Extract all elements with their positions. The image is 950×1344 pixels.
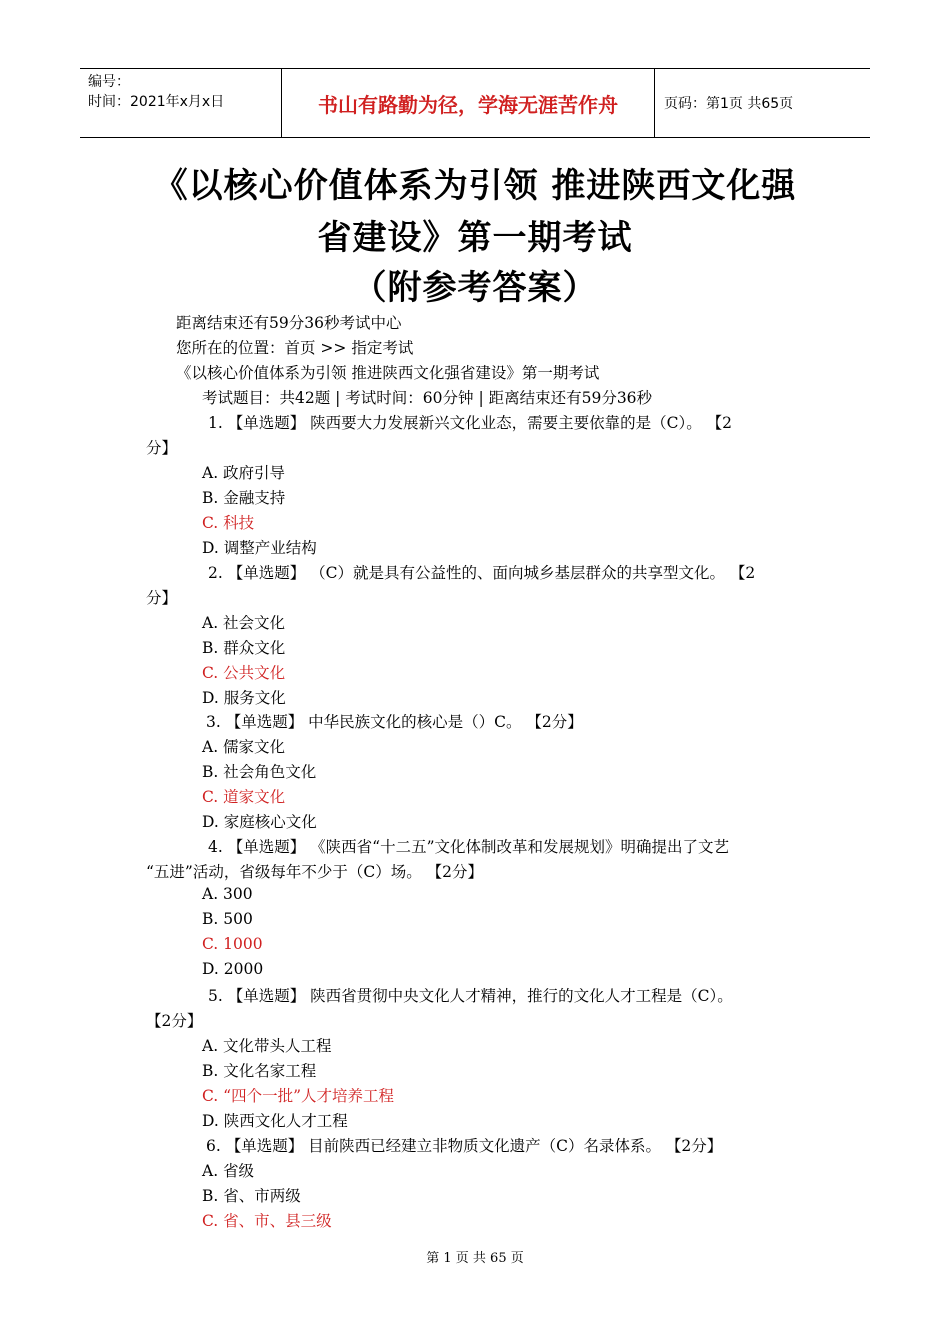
countdown-text: 距离结束还有59分36秒考试中心 [176,314,402,332]
question-3-option-c-answer: C. 道家文化 [202,788,286,806]
question-6-option-b: B. 省、市两级 [202,1187,301,1205]
question-4-option-c-answer: C. 1000 [202,935,263,953]
title-line-2: 省建设》第一期考试 [317,218,633,258]
question-2-option-a: A. 社会文化 [202,614,286,632]
number-label: 编号： [88,74,130,90]
question-2-option-c-answer: C. 公共文化 [202,664,286,682]
question-1-option-c-answer: C. 科技 [202,514,255,532]
question-5-option-c-answer: C. “四个一批”人才培养工程 [202,1087,395,1105]
question-4-stem: 4. 【单选题】 《陕西省“十二五”文化体制改革和发展规划》明确提出了文艺 [208,838,729,856]
exam-summary: 考试题目：共42题 | 考试时间：60分钟 | 距离结束还有59分36秒 [202,389,653,407]
question-5-option-d: D. 陕西文化人才工程 [202,1112,348,1130]
question-3-stem: 3. 【单选题】 中华民族文化的核心是（）C。 【2分】 [206,713,583,731]
question-2-stem: 2. 【单选题】 （C）就是具有公益性的、面向城乡基层群众的共享型文化。 【2 [208,564,756,582]
question-2-score: 分】 [146,589,178,607]
question-4-stem-continued: “五进”活动，省级每年不少于（C）场。 【2分】 [146,863,483,881]
question-1-stem: 1. 【单选题】 陕西要大力发展新兴文化业态，需要主要依靠的是（C）。 【2 [208,414,733,432]
question-5-option-b: B. 文化名家工程 [202,1062,317,1080]
header-page-info: 页码：第1页 共65页 [664,96,794,112]
header-meta [80,69,282,137]
title-line-3: （附参考答案） [352,268,598,308]
page-footer: 第 1 页 共 65 页 [426,1251,524,1266]
question-1-option-b: B. 金融支持 [202,489,286,507]
question-6-option-c-answer: C. 省、市、县三级 [202,1212,332,1230]
question-2-option-d: D. 服务文化 [202,689,286,707]
question-6-stem: 6. 【单选题】 目前陕西已经建立非物质文化遗产（C）名录体系。 【2分】 [206,1137,723,1155]
question-5-option-a: A. 文化带头人工程 [202,1037,332,1055]
question-2-option-b: B. 群众文化 [202,639,286,657]
question-5-score: 【2分】 [146,1012,203,1030]
question-1-option-d: D. 调整产业结构 [202,539,317,557]
question-4-option-a: A. 300 [202,885,253,903]
page-header [80,68,870,138]
question-1-score: 分】 [146,439,178,457]
question-6-option-a: A. 省级 [202,1162,255,1180]
exam-name: 《以核心价值体系为引领 推进陕西文化强省建设》第一期考试 [176,364,600,382]
breadcrumb: 您所在的位置：首页 >> 指定考试 [176,339,414,357]
question-3-option-a: A. 儒家文化 [202,738,286,756]
question-5-stem: 5. 【单选题】 陕西省贯彻中央文化人才精神，推行的文化人才工程是（C）。 [208,987,733,1005]
question-3-option-d: D. 家庭核心文化 [202,813,317,831]
time-label: 时间：2021年x月x日 [88,94,225,110]
question-4-option-b: B. 500 [202,910,253,928]
title-line-1: 《以核心价值体系为引领 推进陕西文化强 [153,166,797,206]
question-4-option-d: D. 2000 [202,960,264,978]
question-1-option-a: A. 政府引导 [202,464,286,482]
header-motto: 书山有路勤为径，学海无涯苦作舟 [282,69,655,137]
question-3-option-b: B. 社会角色文化 [202,763,317,781]
